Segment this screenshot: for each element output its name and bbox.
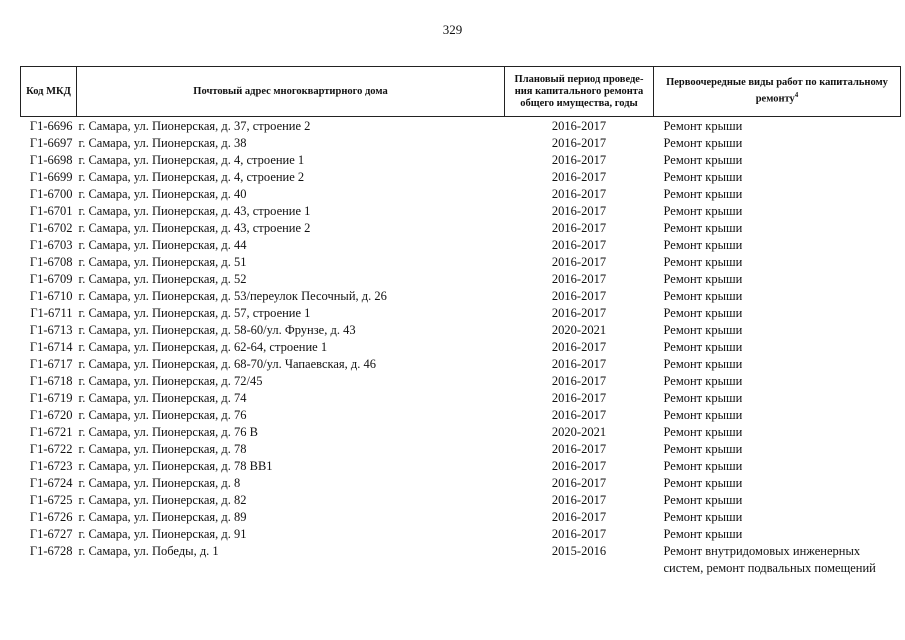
cell-address: г. Самара, ул. Пионерская, д. 44: [78, 238, 247, 252]
table-row: [21, 407, 901, 424]
table-row: [21, 322, 901, 339]
cell-address: г. Самара, ул. Пионерская, д. 43, строение 1: [78, 204, 311, 218]
cell-address: г. Самара, ул. Пионерская, д. 74: [78, 391, 247, 405]
cell-code: Г1-6714: [29, 340, 73, 354]
table-row: [21, 152, 901, 169]
cell-period: 2016-2017: [551, 187, 607, 201]
table-row: [21, 203, 901, 220]
cell-period: 2016-2017: [551, 510, 607, 524]
cell-period: 2016-2017: [551, 136, 607, 150]
cell-works: Ремонт крыши: [663, 459, 743, 473]
cell-address: г. Самара, ул. Пионерская, д. 89: [78, 510, 247, 524]
table-row: [21, 135, 901, 152]
table-row: [21, 237, 901, 254]
header-row: [21, 67, 901, 117]
cell-period: 2016-2017: [551, 442, 607, 456]
capital-repair-table: [20, 66, 901, 577]
cell-code: Г1-6722: [29, 442, 73, 456]
cell-period: 2016-2017: [551, 238, 607, 252]
page-number: 329: [442, 22, 463, 37]
cell-works: Ремонт крыши: [663, 442, 743, 456]
cell-period: 2016-2017: [551, 170, 607, 184]
cell-code: Г1-6709: [29, 272, 73, 286]
table-row: [21, 288, 901, 305]
cell-period: 2016-2017: [551, 391, 607, 405]
cell-code: Г1-6699: [29, 170, 73, 184]
cell-code: Г1-6717: [29, 357, 73, 371]
cell-address: г. Самара, ул. Пионерская, д. 76 В: [78, 425, 258, 439]
table-row: [21, 509, 901, 526]
cell-period: 2016-2017: [551, 527, 607, 541]
cell-period: 2016-2017: [551, 374, 607, 388]
table-row: [21, 220, 901, 237]
cell-works: Ремонт крыши: [663, 340, 743, 354]
cell-works: Ремонт крыши: [663, 272, 743, 286]
cell-address: г. Самара, ул. Пионерская, д. 51: [78, 255, 247, 269]
cell-code: Г1-6725: [29, 493, 73, 507]
cell-address: г. Самара, ул. Пионерская, д. 78: [78, 442, 247, 456]
cell-works: Ремонт крыши: [663, 374, 743, 388]
table-row: [21, 305, 901, 322]
cell-address: г. Самара, ул. Пионерская, д. 4, строение 2: [78, 170, 305, 184]
table-row: [21, 117, 901, 136]
cell-period: 2016-2017: [551, 459, 607, 473]
cell-period: 2016-2017: [551, 204, 607, 218]
header-period: Плановый период проведе-ния капитального ремонта общего имущества, годы: [505, 67, 654, 117]
cell-code: Г1-6724: [29, 476, 73, 490]
table-row: [21, 390, 901, 407]
header-code: Код МКД: [21, 67, 77, 117]
table-row: [21, 373, 901, 390]
table-row: [21, 526, 901, 543]
cell-code: Г1-6711: [30, 306, 73, 320]
header-address: Почтовый адрес многоквартирного дома: [77, 67, 505, 117]
table-row: [21, 475, 901, 492]
cell-period: 2016-2017: [551, 153, 607, 167]
cell-code: Г1-6726: [29, 510, 73, 524]
cell-works: Ремонт крыши: [663, 170, 743, 184]
cell-code: Г1-6723: [29, 459, 73, 473]
cell-address: г. Самара, ул. Победы, д. 1: [78, 544, 219, 558]
cell-address: г. Самара, ул. Пионерская, д. 43, строение 2: [78, 221, 311, 235]
cell-code: Г1-6721: [29, 425, 73, 439]
cell-period: 2016-2017: [551, 476, 607, 490]
table-row: [21, 441, 901, 458]
cell-address: г. Самара, ул. Пионерская, д. 57, строение 1: [78, 306, 311, 320]
table-row: [21, 356, 901, 373]
cell-period: 2016-2017: [551, 357, 607, 371]
cell-address: г. Самара, ул. Пионерская, д. 82: [78, 493, 247, 507]
cell-period: 2016-2017: [551, 493, 607, 507]
cell-code: Г1-6703: [29, 238, 73, 252]
cell-address: г. Самара, ул. Пионерская, д. 62-64, строение 1: [78, 340, 328, 354]
cell-works: Ремонт крыши: [663, 238, 743, 252]
cell-code: Г1-6698: [29, 153, 73, 167]
cell-address: г. Самара, ул. Пионерская, д. 4, строение 1: [78, 153, 305, 167]
cell-period: 2016-2017: [551, 340, 607, 354]
cell-code: Г1-6718: [29, 374, 73, 388]
table-row: [21, 186, 901, 203]
cell-code: Г1-6708: [29, 255, 73, 269]
cell-works: Ремонт крыши: [663, 425, 743, 439]
cell-code: Г1-6697: [29, 136, 73, 150]
cell-code: Г1-6696: [29, 119, 73, 133]
cell-period: 2016-2017: [551, 272, 607, 286]
cell-period: 2020-2021: [551, 425, 607, 439]
cell-works: Ремонт крыши: [663, 136, 743, 150]
cell-period: 2016-2017: [551, 255, 607, 269]
cell-address: г. Самара, ул. Пионерская, д. 37, строение 2: [78, 119, 311, 133]
cell-address: г. Самара, ул. Пионерская, д. 52: [78, 272, 247, 286]
cell-period: 2016-2017: [551, 119, 607, 133]
cell-code: Г1-6719: [29, 391, 73, 405]
cell-works: Ремонт крыши: [663, 221, 743, 235]
cell-works: Ремонт крыши: [663, 527, 743, 541]
cell-address: г. Самара, ул. Пионерская, д. 68-70/ул. Чапаевская, д. 46: [78, 357, 377, 371]
cell-works: Ремонт крыши: [663, 510, 743, 524]
header-works-footnote: 4: [794, 91, 799, 100]
cell-address: г. Самара, ул. Пионерская, д. 72/45: [78, 374, 263, 388]
cell-period: 2016-2017: [551, 408, 607, 422]
cell-works: Ремонт крыши: [663, 476, 743, 490]
cell-works: Ремонт крыши: [663, 119, 743, 133]
cell-address: г. Самара, ул. Пионерская, д. 78 ВВ1: [78, 459, 273, 473]
table-row: [21, 424, 901, 441]
cell-period: 2016-2017: [551, 221, 607, 235]
cell-code: Г1-6720: [29, 408, 73, 422]
cell-works: Ремонт крыши: [663, 357, 743, 371]
cell-address: г. Самара, ул. Пионерская, д. 91: [78, 527, 247, 541]
cell-code: Г1-6710: [29, 289, 73, 303]
cell-works: Ремонт крыши: [663, 306, 743, 320]
table-header: [21, 67, 901, 117]
cell-period: 2016-2017: [551, 289, 607, 303]
cell-works: Ремонт крыши: [663, 408, 743, 422]
cell-address: г. Самара, ул. Пионерская, д. 40: [78, 187, 247, 201]
cell-period: 2020-2021: [551, 323, 607, 337]
cell-code: Г1-6727: [29, 527, 73, 541]
cell-works: Ремонт крыши: [663, 187, 743, 201]
cell-works: Ремонт крыши: [663, 153, 743, 167]
cell-address: г. Самара, ул. Пионерская, д. 76: [78, 408, 247, 422]
header-works-label: Первоочередные виды работ по капитальному ремонту: [666, 77, 888, 105]
table-row: [21, 458, 901, 475]
table-row: [21, 543, 901, 577]
cell-works: Ремонт крыши: [663, 323, 743, 337]
table-row: [21, 169, 901, 186]
cell-period: 2016-2017: [551, 306, 607, 320]
cell-works: Ремонт крыши: [663, 391, 743, 405]
cell-address: г. Самара, ул. Пионерская, д. 8: [78, 476, 241, 490]
table-row: [21, 492, 901, 509]
cell-code: Г1-6728: [29, 544, 73, 558]
cell-code: Г1-6701: [29, 204, 73, 218]
table-body: [21, 117, 901, 578]
header-works: [654, 67, 901, 117]
cell-address: г. Самара, ул. Пионерская, д. 38: [78, 136, 247, 150]
cell-works: Ремонт крыши: [663, 493, 743, 507]
cell-works: Ремонт крыши: [663, 289, 743, 303]
cell-address: г. Самара, ул. Пионерская, д. 58-60/ул. Фрунзе, д. 43: [78, 323, 356, 337]
cell-code: Г1-6702: [29, 221, 73, 235]
cell-works: Ремонт внутридомовых инженерных систем, ремонт подвальных помещений: [663, 544, 876, 575]
table-row: [21, 339, 901, 356]
cell-address: г. Самара, ул. Пионерская, д. 53/переулок Песочный, д. 26: [78, 289, 387, 303]
cell-period: 2015-2016: [551, 544, 607, 558]
cell-works: Ремонт крыши: [663, 204, 743, 218]
table-row: [21, 271, 901, 288]
cell-code: Г1-6713: [29, 323, 73, 337]
table-row: [21, 254, 901, 271]
cell-works: Ремонт крыши: [663, 255, 743, 269]
cell-code: Г1-6700: [29, 187, 73, 201]
